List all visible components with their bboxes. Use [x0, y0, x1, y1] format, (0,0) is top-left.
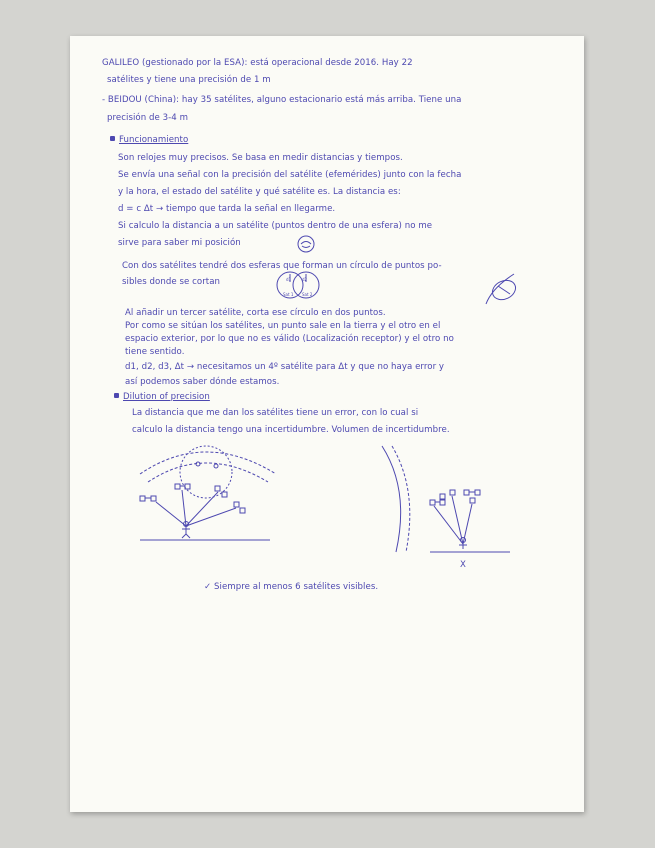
receiver-label: X — [460, 560, 466, 570]
text-line: espacio exterior, por lo que no es válido (Localización receptor) y el otro no — [125, 334, 454, 344]
text-line: y la hora, el estado del satélite y qué satélite es. La distancia es: — [118, 187, 401, 197]
bullet-icon — [114, 393, 119, 398]
text-line: sirve para saber mi posición — [118, 238, 241, 248]
text-line: satélites y tiene una precisión de 1 m — [107, 75, 271, 85]
single-sphere-sketch — [296, 234, 316, 254]
sphere-2-label: Sat 2 — [302, 292, 313, 297]
notebook-page — [70, 36, 584, 812]
text-line: tiene sentido. — [125, 347, 185, 357]
sphere-1-label: Sat 1 — [283, 292, 294, 297]
text-line: Son relojes muy precisos. Se basa en medir distancias y tiempos. — [118, 153, 403, 163]
text-line: d1, d2, d3, Δt → necesitamos un 4º satélite para Δt y que no haya error y — [125, 362, 445, 372]
text-line: Por como se sitúan los satélites, un punto sale en la tierra y el otro en el — [125, 321, 441, 331]
note-line: ✓ Siempre al menos 6 satélites visibles. — [204, 582, 379, 592]
text-line: Al añadir un tercer satélite, corta ese círculo en dos puntos. — [125, 308, 386, 318]
section-heading-dilution: Dilution of precision — [114, 392, 210, 403]
text-line: GALILEO (gestionado por la ESA): está operacional desde 2016. Hay 22 — [102, 58, 413, 68]
text-line: así podemos saber dónde estamos. — [125, 377, 280, 387]
text-line: La distancia que me dan los satélites tiene un error, con lo cual si — [132, 408, 419, 418]
text-line: Con dos satélites tendré dos esferas que forman un círculo de puntos po- — [122, 261, 442, 271]
satellite-geometry-sketch-right — [370, 440, 520, 554]
text-line: calculo la distancia tengo una incertidumbre. Volumen de incertidumbre. — [132, 425, 450, 435]
text-line: precisión de 3-4 m — [107, 113, 189, 123]
circle-intersection-sketch — [474, 268, 522, 310]
text-line: d = c Δt → tiempo que tarda la señal en llegarme. — [118, 204, 336, 214]
text-line: - BEIDOU (China): hay 35 satélites, alguno estacionario está más arriba. Tiene una — [102, 95, 462, 105]
distance-2-label: d2 — [302, 277, 308, 282]
satellite-geometry-sketch-left — [130, 440, 280, 544]
text-line: Se envía una señal con la precisión del satélite (efemérides) junto con la fecha — [118, 170, 462, 180]
bullet-icon — [110, 136, 115, 141]
two-spheres-sketch — [274, 268, 324, 302]
section-heading-funcionamiento: Funcionamiento — [110, 135, 188, 146]
text-line: Si calculo la distancia a un satélite (puntos dentro de una esfera) no me — [118, 221, 433, 231]
distance-1-label: d1 — [286, 277, 292, 282]
text-line: sibles donde se cortan — [122, 277, 221, 287]
